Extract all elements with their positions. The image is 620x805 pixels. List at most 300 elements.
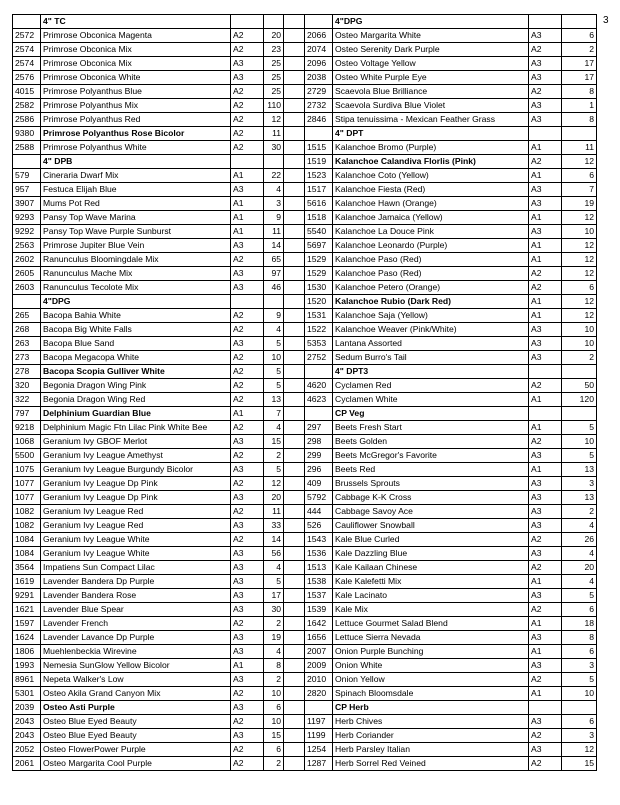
item-name: Primrose Jupiter Blue Vein [41,239,231,253]
table-row [13,463,597,477]
item-code: 9292 [13,225,41,239]
item-name: Osteo Margarita Cool Purple [41,757,231,771]
item-name: Kale Kalefetti Mix [333,575,529,589]
quantity: 8 [562,85,597,99]
quantity: 17 [562,57,597,71]
table-row [13,183,597,197]
location: A2 [529,673,562,687]
location: A2 [529,603,562,617]
location: A3 [529,715,562,729]
item-code: 1287 [305,757,333,771]
location: A2 [529,281,562,295]
location: A3 [529,29,562,43]
table-row [13,365,597,379]
location: A1 [529,645,562,659]
location: A1 [231,169,264,183]
item-code: 278 [13,365,41,379]
quantity: 10 [562,337,597,351]
quantity: 30 [264,603,284,617]
quantity: 12 [264,477,284,491]
item-code: 1529 [305,267,333,281]
item-name: Kale Mix [333,603,529,617]
item-code: 1531 [305,309,333,323]
location: A1 [529,393,562,407]
location: A3 [231,575,264,589]
location: A3 [529,743,562,757]
item-code: 1075 [13,463,41,477]
quantity: 20 [264,29,284,43]
item-code: 2074 [305,43,333,57]
quantity: 6 [562,281,597,295]
item-code: 2096 [305,57,333,71]
location [231,295,264,309]
table-row [13,589,597,603]
item-code [13,155,41,169]
item-code: 1084 [13,533,41,547]
item-code: 1597 [13,617,41,631]
item-code: 1656 [305,631,333,645]
quantity: 65 [264,253,284,267]
item-name: Begonia Dragon Wing Red [41,393,231,407]
column-spacer [284,617,305,631]
item-name: Geranium Ivy League Amethyst [41,449,231,463]
section-heading: 4" DPB [41,155,231,169]
quantity: 9 [264,211,284,225]
quantity: 5 [264,575,284,589]
section-heading: 4" DPT3 [333,365,529,379]
item-name: Lettuce Gourmet Salad Blend [333,617,529,631]
item-name: Stipa tenuissima - Mexican Feather Grass [333,113,529,127]
item-code: 320 [13,379,41,393]
location: A1 [529,463,562,477]
table-row [13,729,597,743]
item-name: Kale Kailaan Chinese [333,561,529,575]
quantity: 7 [264,407,284,421]
table-row [13,337,597,351]
table-row [13,239,597,253]
item-name: Kalanchoe Fiesta (Red) [333,183,529,197]
location: A3 [529,547,562,561]
table-row [13,127,597,141]
location: A1 [529,575,562,589]
quantity: 11 [264,127,284,141]
location: A2 [231,323,264,337]
column-spacer [284,519,305,533]
item-code: 1537 [305,589,333,603]
quantity: 25 [264,71,284,85]
table-row [13,687,597,701]
item-code: 5697 [305,239,333,253]
quantity: 7 [562,183,597,197]
item-code: 5540 [305,225,333,239]
table-row [13,505,597,519]
location: A3 [231,435,264,449]
column-spacer [284,379,305,393]
item-code [305,701,333,715]
location: A3 [529,631,562,645]
table-row [13,407,597,421]
item-code: 2038 [305,71,333,85]
item-code: 5353 [305,337,333,351]
column-spacer [284,183,305,197]
table-row [13,659,597,673]
item-code: 1082 [13,519,41,533]
item-name: Kalanchoe Weaver (Pink/White) [333,323,529,337]
item-name: Kalanchoe Petero (Orange) [333,281,529,295]
column-spacer [284,43,305,57]
quantity: 10 [562,323,597,337]
location [529,127,562,141]
location: A3 [231,491,264,505]
item-name: Osteo Akila Grand Canyon Mix [41,687,231,701]
column-spacer [284,673,305,687]
location: A2 [231,99,264,113]
location: A2 [231,127,264,141]
quantity [264,155,284,169]
location [529,15,562,29]
quantity: 6 [264,743,284,757]
quantity: 8 [562,631,597,645]
column-spacer [284,197,305,211]
column-spacer [284,729,305,743]
column-spacer [284,463,305,477]
column-spacer [284,239,305,253]
column-spacer [284,309,305,323]
location: A2 [231,141,264,155]
item-name: Osteo Blue Eyed Beauty [41,729,231,743]
column-spacer [284,659,305,673]
column-spacer [284,57,305,71]
quantity: 10 [562,435,597,449]
quantity: 19 [562,197,597,211]
location: A2 [231,309,264,323]
item-name: Scaevola Blue Brilliance [333,85,529,99]
quantity: 26 [562,533,597,547]
location: A1 [231,197,264,211]
location: A2 [231,393,264,407]
location: A3 [231,729,264,743]
table-row [13,155,597,169]
location: A3 [231,673,264,687]
quantity: 23 [264,43,284,57]
location: A2 [529,533,562,547]
quantity [264,15,284,29]
item-name: Kale Blue Curled [333,533,529,547]
location: A1 [529,421,562,435]
quantity: 97 [264,267,284,281]
quantity: 3 [562,729,597,743]
table-row [13,603,597,617]
item-code: 1077 [13,491,41,505]
location: A2 [231,715,264,729]
column-spacer [284,295,305,309]
column-spacer [284,589,305,603]
item-code: 1517 [305,183,333,197]
table-row [13,57,597,71]
item-code: 1523 [305,169,333,183]
column-spacer [284,253,305,267]
item-name: Kalanchoe Calandiva Florlis (Pink) [333,155,529,169]
quantity [562,407,597,421]
column-spacer [284,127,305,141]
item-name: Geranium Ivy League White [41,547,231,561]
table-row [13,421,597,435]
item-code: 322 [13,393,41,407]
quantity: 3 [562,477,597,491]
quantity: 10 [264,351,284,365]
quantity [562,701,597,715]
location: A2 [231,449,264,463]
quantity: 4 [264,183,284,197]
item-name: Osteo Serenity Dark Purple [333,43,529,57]
location: A1 [231,211,264,225]
item-code [305,365,333,379]
location: A3 [529,323,562,337]
item-name: Osteo Blue Eyed Beauty [41,715,231,729]
item-name: Geranium Ivy GBOF Merlot [41,435,231,449]
item-code: 2820 [305,687,333,701]
table-row [13,99,597,113]
location: A2 [529,561,562,575]
item-code: 1513 [305,561,333,575]
quantity: 12 [562,239,597,253]
table-row [13,715,597,729]
item-name: Ranunculus Bloomingdale Mix [41,253,231,267]
table-row [13,617,597,631]
quantity: 12 [562,155,597,169]
column-spacer [284,575,305,589]
item-code: 1522 [305,323,333,337]
quantity: 6 [264,701,284,715]
location: A2 [231,365,264,379]
item-name: Kalanchoe La Douce Pink [333,225,529,239]
quantity: 20 [562,561,597,575]
item-name: Kalanchoe Leonardo (Purple) [333,239,529,253]
location [529,701,562,715]
location: A3 [529,57,562,71]
quantity: 2 [264,757,284,771]
table-row [13,43,597,57]
item-code: 296 [305,463,333,477]
item-name: Primrose Obconica White [41,71,231,85]
item-name: Brussels Sprouts [333,477,529,491]
table-row [13,211,597,225]
location: A3 [529,659,562,673]
location: A2 [231,421,264,435]
item-code: 409 [305,477,333,491]
item-code: 3564 [13,561,41,575]
item-code [305,15,333,29]
item-code: 957 [13,183,41,197]
item-name: Beets McGregor's Favorite [333,449,529,463]
item-name: Osteo Margarita White [333,29,529,43]
location: A3 [529,113,562,127]
table-row [13,15,597,29]
item-code: 1529 [305,253,333,267]
item-name: Primrose Polyanthus Red [41,113,231,127]
quantity: 12 [562,253,597,267]
item-code: 2066 [305,29,333,43]
table-row [13,225,597,239]
item-code: 1536 [305,547,333,561]
location: A2 [231,533,264,547]
quantity: 5 [264,337,284,351]
column-spacer [284,435,305,449]
item-name: Muehlenbeckia Wirevine [41,645,231,659]
column-spacer [284,477,305,491]
item-name: Kalanchoe Paso (Red) [333,253,529,267]
quantity: 2 [264,449,284,463]
item-name: Bacopa Big White Falls [41,323,231,337]
quantity: 25 [264,85,284,99]
location: A3 [529,183,562,197]
column-spacer [284,323,305,337]
quantity [264,295,284,309]
location: A1 [231,225,264,239]
item-code: 1199 [305,729,333,743]
item-name: Bacopa Scopia Gulliver White [41,365,231,379]
item-code: 579 [13,169,41,183]
quantity: 33 [264,519,284,533]
location: A3 [231,701,264,715]
location: A2 [231,379,264,393]
quantity: 25 [264,57,284,71]
quantity: 6 [562,715,597,729]
item-code: 2052 [13,743,41,757]
item-name: Primrose Polyanthus Rose Bicolor [41,127,231,141]
quantity: 30 [264,141,284,155]
location [231,155,264,169]
column-spacer [284,71,305,85]
location: A3 [231,71,264,85]
item-code: 1254 [305,743,333,757]
item-name: Kalanchoe Jamaica (Yellow) [333,211,529,225]
item-code: 2602 [13,253,41,267]
item-name: Herb Coriander [333,729,529,743]
quantity: 6 [562,169,597,183]
item-name: Lavender Lavance Dp Purple [41,631,231,645]
quantity: 4 [264,561,284,575]
table-row [13,701,597,715]
item-code: 273 [13,351,41,365]
quantity: 19 [264,631,284,645]
quantity: 4 [264,323,284,337]
quantity [562,15,597,29]
item-name: Kale Lacinato [333,589,529,603]
column-spacer [284,603,305,617]
section-heading: 4"DPG [41,295,231,309]
table-row [13,295,597,309]
section-heading: CP Herb [333,701,529,715]
item-name: Geranium Ivy League Red [41,519,231,533]
item-code: 5301 [13,687,41,701]
item-code: 1993 [13,659,41,673]
quantity: 5 [562,421,597,435]
column-spacer [284,225,305,239]
item-code [305,407,333,421]
item-name: Scaevola Surdiva Blue Violet [333,99,529,113]
item-code: 9380 [13,127,41,141]
item-name: Beets Golden [333,435,529,449]
table-row [13,197,597,211]
item-code: 2582 [13,99,41,113]
quantity: 9 [264,309,284,323]
quantity: 56 [264,547,284,561]
location: A2 [231,757,264,771]
item-name: Mums Pot Red [41,197,231,211]
item-code: 2605 [13,267,41,281]
quantity: 13 [264,393,284,407]
item-name: Kalanchoe Coto (Yellow) [333,169,529,183]
item-name: Herb Sorrel Red Veined [333,757,529,771]
item-code: 2061 [13,757,41,771]
quantity: 1 [562,99,597,113]
location: A2 [529,435,562,449]
location: A3 [231,589,264,603]
item-code: 9293 [13,211,41,225]
quantity: 12 [562,295,597,309]
location: A1 [529,295,562,309]
item-name: Lavender Blue Spear [41,603,231,617]
location: A2 [529,43,562,57]
location: A3 [529,225,562,239]
item-name: Primrose Obconica Magenta [41,29,231,43]
location: A3 [529,589,562,603]
item-code: 1621 [13,603,41,617]
location: A3 [231,281,264,295]
location: A2 [529,729,562,743]
item-name: Primrose Obconica Mix [41,43,231,57]
location: A3 [231,547,264,561]
table-row [13,253,597,267]
item-code: 9218 [13,421,41,435]
item-name: Cabbage Savoy Ace [333,505,529,519]
item-code: 1543 [305,533,333,547]
item-code: 444 [305,505,333,519]
location: A3 [529,505,562,519]
quantity: 8 [264,659,284,673]
column-spacer [284,267,305,281]
quantity: 4 [562,547,597,561]
location: A2 [529,155,562,169]
item-code: 1197 [305,715,333,729]
quantity: 3 [264,197,284,211]
item-code: 797 [13,407,41,421]
location: A3 [529,491,562,505]
item-code: 265 [13,309,41,323]
location: A3 [231,463,264,477]
location: A2 [231,113,264,127]
column-spacer [284,99,305,113]
quantity: 3 [562,659,597,673]
section-heading: 4"DPG [333,15,529,29]
column-spacer [284,365,305,379]
column-spacer [284,407,305,421]
quantity: 10 [264,687,284,701]
item-code: 2043 [13,715,41,729]
item-code: 2039 [13,701,41,715]
table-row [13,169,597,183]
item-code: 1624 [13,631,41,645]
table-row [13,519,597,533]
quantity: 6 [562,29,597,43]
item-code: 1530 [305,281,333,295]
item-name: Onion Yellow [333,673,529,687]
location: A3 [529,351,562,365]
item-name: Nemesia SunGlow Yellow Bicolor [41,659,231,673]
item-name: Pansy Top Wave Marina [41,211,231,225]
location: A3 [231,519,264,533]
